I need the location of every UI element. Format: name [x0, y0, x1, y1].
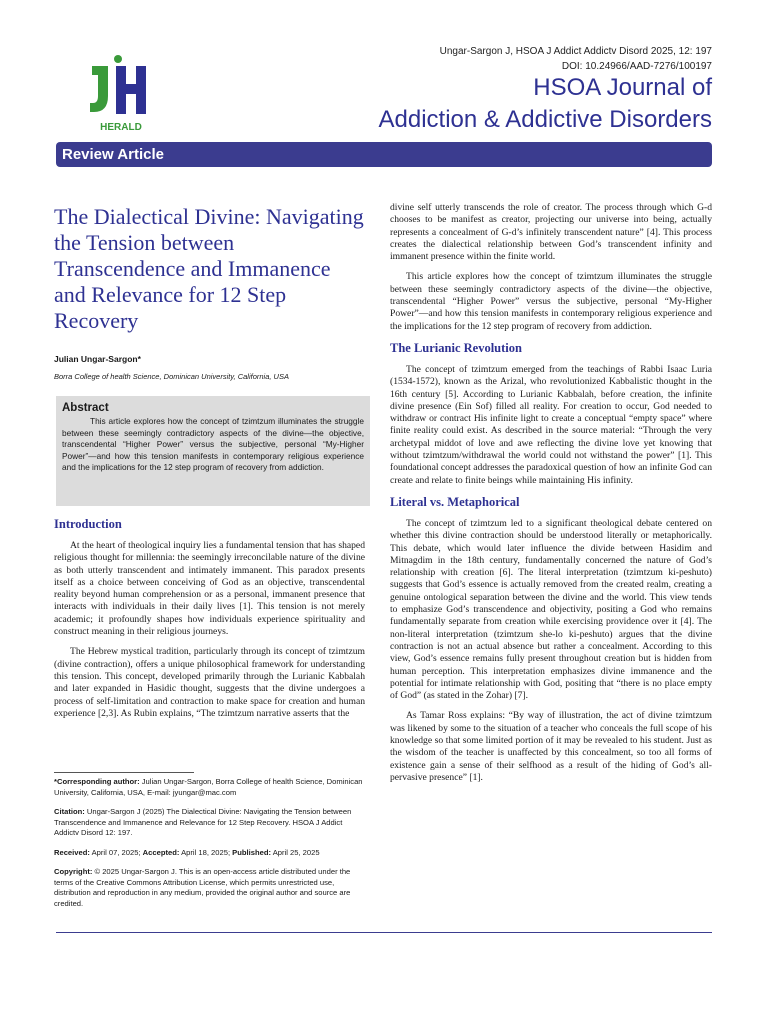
author-affiliation: Borra College of health Science, Dominican University, California, USA — [54, 372, 289, 381]
accepted-text: April 18, 2025; — [179, 847, 233, 857]
footnotes — [54, 772, 366, 918]
right-column-body — [390, 202, 712, 792]
copyright-note — [54, 867, 366, 909]
page-bottom-rule — [56, 932, 712, 933]
title-block — [54, 204, 364, 381]
citation-note — [54, 807, 366, 839]
received-label: Received: — [54, 847, 90, 857]
ross-paragraph: As Tamar Ross explains: “By way of illustration, the act of divine tzimtzum was likened by some to the situation of a teacher who conceals the full scope of his knowledge so that some limited portion of it may be revealed to his student. Just as the wisdom of the teacher is unaffected by this concealment, so too all forms of existence gain a sense of their selfhood as a result of the hiding of God’s all-pervasive presence” [1]. — [390, 710, 712, 783]
footnote-divider — [54, 772, 194, 773]
abstract-text: This article explores how the concept of tzimtzum illuminates the struggle between these seemingly contradictory aspects of the divine—the objective, transcendental “Higher Power” versus the subjective, personal “My-Higher Power”—and how this tension manifests in contemporary religious experience and the implications for the 12 step program of recovery from addiction. — [62, 416, 364, 472]
introduction-heading: Introduction — [54, 517, 122, 531]
dates-note — [54, 848, 366, 859]
intro-paragraph-2: The Hebrew mystical tradition, particularly through its concept of tzimtzum (divine contraction), offers a unique philosophical framework for understanding this tension. This concept, developed primarily through the Lurianic Kabbalah and later expanded in Hasidic thought, suggests that the divine undergoes a process of self-limitation and contraction to make space for creation and human experience [2,3]. As Rubin explains, “The tzimtzum narrative asserts that the — [54, 646, 365, 719]
cite-text: Ungar-Sargon J (2025) The Dialectical Divine: Navigating the Tension between Transcendence and Immanence and Relevance for 12 Step Recovery. HSOA J Addict Addictv Disord 12: 197. — [54, 807, 352, 837]
cite-label: Citation: — [54, 807, 85, 816]
header-meta — [440, 44, 712, 74]
literal-metaphorical-heading: Literal vs. Metaphorical — [390, 494, 520, 509]
corr-text: Julian Ungar-Sargon, Borra College of health Science, Dominican University, California, USA, E-mail: jyungar@mac.com — [54, 777, 363, 797]
corr-label: *Corresponding author: — [54, 777, 140, 786]
literal-paragraph: The concept of tzimtzum led to a significant theological debate centered on whether this divine contraction should be understood literally or metaphorically. This debate, which would later influence the divide between Hasidim and Mitnagdim in the 18th century, fundamentally concerned the nature of God’s relationship with creation [6]. The literal interpretation (tzimtzum ki-peshuto) suggests that God’s essence is actually removed from the created realm, creating a genuine ontological separation between the divine and the world. This view tends to emphasize God’s transcendence and objectivity, positing a God who remains fundamentally separate from creation while exercising providence over it [4]. The non-literal interpretation (tzimtzum she-lo ki-peshuto) argues that the divine contraction is not an actual absence but rather a concealment. According to this view, God’s essence remains fully present throughout creation but is hidden from human perception. This interpretation emphasizes divine immanence and the potential for intimate relationship with God, positing that “there is no place empty of God” (as stated in the Zohar) [7]. — [390, 517, 712, 702]
intro-paragraph-1: At the heart of theological inquiry lies a fundamental tension that has shaped religious thought for millennia: the seemingly irreconcilable nature of the divine as both utterly transcendent and intimately immanent. This paradox presents itself as a choice between conceiving of God as an objective, transcendental reality beyond human comprehension or as a personal, immanent presence that interacts with individuals in their daily lives [1]. This tension is not merely academic; it profoundly shapes how individuals experience spirituality and construct meaning in their religious journeys. — [54, 540, 365, 638]
lurianic-paragraph: The concept of tzimtzum emerged from the teachings of Rabbi Isaac Luria (1534-1572), known as the Arizal, who revolutionized Kabbalistic thought in the 16th century [5]. According to Lurianic Kabbalah, before creation, the infinite divine presence (Ein Sof) filled all reality. For creation to occur, God needed to withdraw or contract His infinite light to create a conceptual “empty space” where finite reality could exist. As described in the source material: “Through the very archetypal middot of love and awe reflecting the divine love yet knowing that without tzimtzum/withdrawal the world could not withstand the power” [1]. This foundational concept addresses the paradoxical question of how an infinite God can create and relate to finite beings while maintaining His infinity. — [390, 363, 712, 486]
herald-logo — [86, 52, 156, 134]
article-type-banner — [56, 142, 712, 167]
received-text: April 07, 2025; — [89, 847, 143, 857]
svg-text:HERALD: HERALD — [100, 122, 142, 133]
journal-title-line2: Addiction & Addictive Disorders — [378, 106, 712, 133]
doi-line: DOI: 10.24966/AAD-7276/100197 — [561, 61, 712, 72]
accepted-label: Accepted: — [142, 847, 180, 857]
author-name: Julian Ungar-Sargon* — [54, 354, 141, 364]
abstract-heading: Abstract — [62, 402, 109, 414]
copyright-label: Copyright: — [54, 867, 93, 876]
right-paragraph-continued: divine self utterly transcends the role of creator. The process through which G-d chooses to be manifest as creator, projecting our universe into being, actually represents a concealment of G-d’s infinitely transcendent nature” [4]. This process creates the dialectical relationship between God’s transcendent infinity and immanent presence within the finite world. — [390, 202, 712, 263]
copyright-text: © 2025 Ungar-Sargon J. This is an open-access article distributed under the terms of the Creative Commons Attribution License, which permits unrestricted use, distribution and reproduction in any medium, provided the original author and source are credited. — [54, 867, 351, 908]
corresponding-author-note — [54, 777, 366, 798]
journal-title — [379, 72, 713, 136]
article-title: The Dialectical Divine: Navigating the Tension between Transcendence and Immanence and Relevance for 12 Step Recovery — [54, 204, 364, 333]
published-label: Published: — [232, 847, 271, 857]
right-paragraph-overview: This article explores how the concept of tzimtzum illuminates the struggle between these seemingly contradictory aspects of the divine—the objective, transcendental “Higher Power” versus the subjective, personal “My-Higher Power”—and how this tension manifests in contemporary religious experience and the implications for the 12 step program of recovery from addiction. — [390, 271, 712, 332]
abstract-box — [56, 396, 370, 506]
lurianic-revolution-heading: The Lurianic Revolution — [390, 340, 522, 355]
article-type-label: Review Article — [62, 146, 164, 163]
journal-title-line1: HSOA Journal of — [533, 74, 712, 101]
left-column-body — [54, 517, 365, 728]
citation-line: Ungar-Sargon J, HSOA J Addict Addictv Disord 2025, 12: 197 — [439, 46, 712, 57]
published-text: April 25, 2025 — [271, 847, 320, 857]
